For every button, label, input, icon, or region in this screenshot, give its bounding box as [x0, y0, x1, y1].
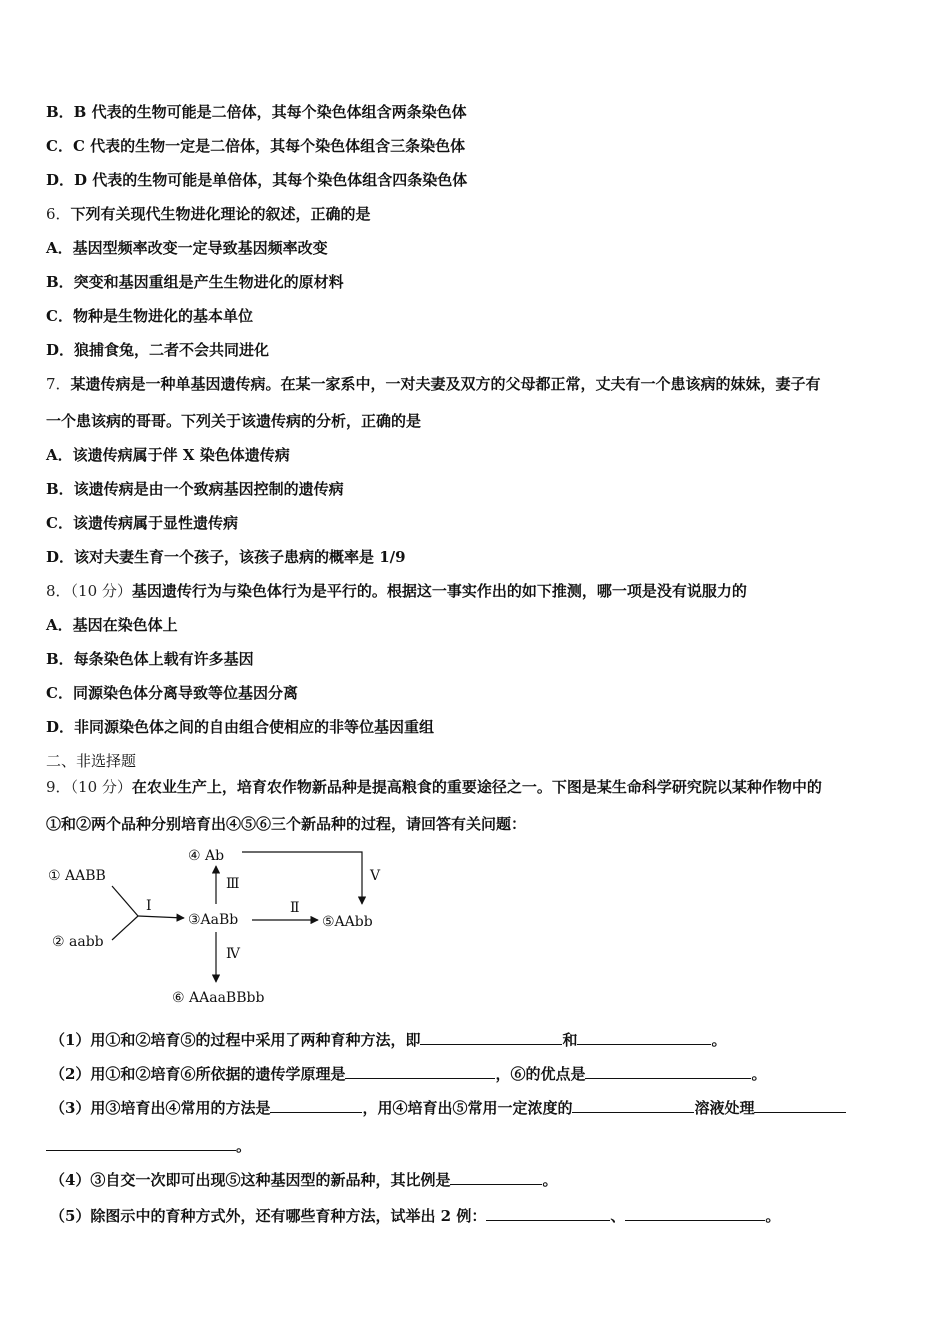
q7-stem-line1	[46, 374, 821, 394]
node-6-aaaabbbb: ⑥ AAaaBBbb	[172, 990, 265, 1006]
arrow-i	[138, 916, 184, 918]
q6-option-a: A．基因型频率改变一定导致基因频率改变	[46, 239, 328, 257]
label-ii: Ⅱ	[290, 900, 300, 916]
q9-sub3-blank-1[interactable]	[270, 1098, 362, 1113]
q8-number: 8．	[46, 582, 71, 600]
node-2-aabb: ② aabb	[52, 934, 104, 950]
q7-option-c: C．该遗传病属于显性遗传病	[46, 514, 238, 532]
q9-sub5-blank-2[interactable]	[625, 1206, 765, 1221]
q9-sub5	[50, 1206, 780, 1226]
q9-sub2-blank-2[interactable]	[585, 1064, 751, 1079]
q9-sub5-text-a: （5）除图示中的育种方式外，还有哪些育种方法，试举出 2 例：	[50, 1207, 487, 1225]
node-3-aabb: ③AaBb	[188, 912, 239, 928]
node-1-aabb: ① AABB	[48, 868, 106, 884]
q9-stem-text1: 在农业生产上，培育农作物新品种是提高粮食的重要途径之一。下图是某生命科学研究院以某种作物中的	[131, 778, 822, 796]
q8-option-a: A．基因在染色体上	[46, 616, 178, 634]
q9-sub1-text-a: （1）用①和②培育⑤的过程中采用了两种育种方法，即	[50, 1031, 421, 1049]
q9-sub4	[50, 1170, 557, 1190]
q9-stem-line2: ①和②两个品种分别培育出④⑤⑥三个新品种的过程，请回答有关问题：	[46, 815, 527, 833]
q9-stem-line1	[46, 777, 822, 797]
q9-sub2-text-a: （2）用①和②培育⑥所依据的遗传学原理是	[50, 1065, 346, 1083]
q9-sub1	[50, 1030, 726, 1050]
q9-score: （10 分）	[70, 778, 132, 796]
q8-stem	[46, 581, 747, 601]
q9-sub3-blank-4[interactable]	[46, 1136, 236, 1151]
q9-sub3	[50, 1098, 846, 1118]
q9-sub4-text-b: 。	[542, 1171, 558, 1189]
q8-stem-text: 基因遗传行为与染色体行为是平行的。根据这一事实作出的如下推测，哪一项是没有说服力的	[131, 582, 747, 600]
label-i: Ⅰ	[146, 898, 152, 914]
node-4-ab: ④ Ab	[188, 848, 225, 864]
q7-option-d: D．该对夫妻生育一个孩子，该孩子患病的概率是 1/9	[46, 548, 406, 566]
label-iii: Ⅲ	[226, 876, 240, 892]
q9-sub1-blank-2[interactable]	[577, 1030, 711, 1045]
q6-number: 6．	[46, 205, 71, 223]
node-5-aabb: ⑤AAbb	[322, 914, 373, 930]
q6-option-c: C．物种是生物进化的基本单位	[46, 307, 253, 325]
q9-sub3-cont	[46, 1136, 251, 1156]
q9-sub3-text-c: 溶液处理	[694, 1099, 755, 1117]
q5-option-c: C．C 代表的生物一定是二倍体，其每个染色体组含三条染色体	[46, 137, 466, 155]
label-v: Ⅴ	[370, 868, 381, 884]
q6-stem-text: 下列有关现代生物进化理论的叙述，正确的是	[70, 205, 371, 223]
q9-sub3-text-a: （3）用③培育出④常用的方法是	[50, 1099, 271, 1117]
section-heading: 二、非选择题	[46, 752, 137, 770]
q9-sub4-blank-1[interactable]	[450, 1170, 542, 1185]
q9-sub3-blank-3[interactable]	[754, 1098, 846, 1113]
breeding-diagram	[40, 840, 400, 1010]
q7-stem-line2: 一个患该病的哥哥。下列关于该遗传病的分析，正确的是	[46, 412, 422, 430]
q6-option-d: D．狼捕食兔，二者不会共同进化	[46, 341, 270, 359]
q9-sub2-text-c: 。	[751, 1065, 767, 1083]
q5-option-d: D．D 代表的生物可能是单倍体，其每个染色体组含四条染色体	[46, 171, 468, 189]
q9-sub1-text-b: 和	[562, 1031, 578, 1049]
q9-sub2-blank-1[interactable]	[345, 1064, 495, 1079]
q7-number: 7．	[46, 375, 71, 393]
cross-line-2	[112, 916, 138, 940]
q7-option-a: A．该遗传病属于伴 X 染色体遗传病	[46, 446, 290, 464]
q9-sub5-text-b: 、	[610, 1207, 626, 1225]
q8-option-b: B．每条染色体上载有许多基因	[46, 650, 254, 668]
q8-option-c: C．同源染色体分离导致等位基因分离	[46, 684, 298, 702]
arrow-v	[242, 852, 362, 904]
cross-line-1	[112, 886, 138, 916]
q8-score: （10 分）	[70, 582, 132, 600]
q9-sub2	[50, 1064, 766, 1084]
q9-number: 9．	[46, 778, 71, 796]
q9-sub5-text-c: 。	[765, 1207, 781, 1225]
q9-sub5-blank-1[interactable]	[486, 1206, 610, 1221]
q6-option-b: B．突变和基因重组是产生生物进化的原材料	[46, 273, 344, 291]
q5-option-b: B．B 代表的生物可能是二倍体，其每个染色体组含两条染色体	[46, 103, 467, 121]
q9-sub2-text-b: ，⑥的优点是	[495, 1065, 586, 1083]
q9-sub3-text-b: ，用④培育出⑤常用一定浓度的	[362, 1099, 573, 1117]
label-iv: Ⅳ	[226, 946, 240, 962]
q7-option-b: B．该遗传病是由一个致病基因控制的遗传病	[46, 480, 344, 498]
q9-sub1-blank-1[interactable]	[420, 1030, 562, 1045]
q7-stem-text1: 某遗传病是一种单基因遗传病。在某一家系中，一对夫妻及双方的父母都正常，丈夫有一个患该病的妹妹，妻子有	[70, 375, 821, 393]
q9-sub4-text-a: （4）③自交一次即可出现⑤这种基因型的新品种，其比例是	[50, 1171, 451, 1189]
q6-stem	[46, 204, 371, 224]
q9-sub3-text-d: 。	[236, 1137, 252, 1155]
q9-sub1-text-c: 。	[711, 1031, 727, 1049]
q8-option-d: D．非同源染色体之间的自由组合使相应的非等位基因重组	[46, 718, 435, 736]
q9-sub3-blank-2[interactable]	[572, 1098, 694, 1113]
